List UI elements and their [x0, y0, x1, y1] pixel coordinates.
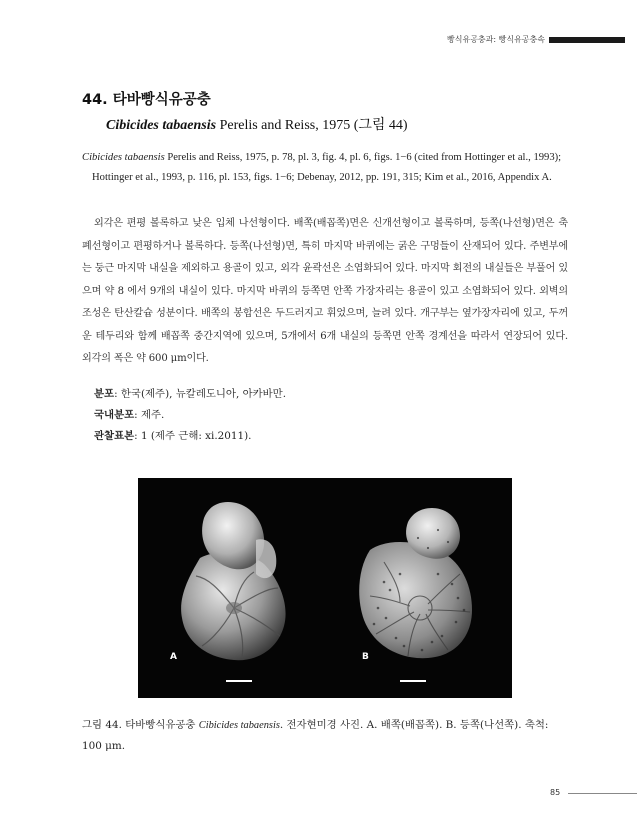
caption-scientific-name: Cibicides tabaensis — [198, 720, 280, 731]
domestic-distribution-label: 국내분포 — [94, 409, 135, 421]
synonymy-entry — [82, 148, 562, 188]
panel-b-label: B — [362, 652, 369, 662]
species-description — [82, 213, 568, 371]
specimen-label: 관찰표본 — [94, 430, 135, 442]
species-authority: Perelis and Reiss, 1975 (그림 44) — [216, 118, 408, 133]
species-number-korean-name: 44. 타바빵식유공충 — [82, 92, 211, 108]
caption-suffix: . 전자현미경 사진. A. 배쪽(배꼽쪽). B. 등쪽(나선쪽). 축척: 100 μm. — [82, 719, 549, 752]
distribution-label: 분포 — [94, 388, 115, 400]
panel-a-label: A — [170, 652, 177, 662]
synonymy-name: Cibicides tabaensis — [82, 152, 165, 163]
domestic-distribution-line — [94, 405, 286, 426]
distribution-line — [94, 384, 286, 405]
scale-bar-b — [400, 680, 426, 682]
synonymy-list — [82, 148, 562, 188]
caption-prefix: 그림 44. 타바빵식유공충 — [82, 719, 199, 731]
sem-figure — [138, 478, 512, 698]
scientific-name: Cibicides tabaensis — [106, 118, 217, 133]
specimen-line — [94, 426, 286, 447]
description-paragraph: 외각은 편평 볼록하고 낮은 입체 나선형이다. 배쪽(배꼽쪽)면은 신개선형이고 볼록하며, 등쪽(나선형)면은 축폐선형이고 편평하거나 볼록하다. 등쪽(나선형)면, 특히 마지막 바퀴에는 굵은 구멍들이 산재되어 있다. 주변부에는 둥근 마지막 내실을 제외하고 용골이 있고, 외각 윤곽선은 소엽화되어 있다. 마지막 회전의 내실들은 부풀어 있으며 약 8 에서 9개의 내실이 있다. 마지막 바퀴의 등쪽면 안쪽 가장자리는 용골이 있고 소엽화되어 있다. 외벽의 조성은 탄산칼슘 성분이다. 배쪽의 봉합선은 두드러지고 휘었으며, 늘려 있다. 개구부는 옆가장자리에 있고, 두꺼운 테두리와 함께 배꼽쪽 중간지역에 있으며, 5개에서 6개 내실의 등쪽면 안쪽 경계선을 따라서 연장되어 있다. 외각의 폭은 약 600 μm이다. — [82, 218, 568, 364]
specimen-a-ventral — [181, 502, 285, 660]
running-header — [0, 34, 637, 46]
footer-rule — [568, 793, 637, 794]
species-info — [94, 384, 286, 447]
distribution-value: : 한국(제주), 뉴칼레도니아, 아카바만. — [114, 388, 287, 400]
species-scientific-title — [82, 114, 582, 134]
page-number: 85 — [550, 788, 561, 797]
sem-photographs — [138, 478, 512, 698]
figure-caption — [82, 715, 564, 756]
species-title — [82, 88, 582, 134]
specimen-b-dorsal — [359, 508, 472, 658]
running-title: 빵식유공충과: 빵식유공충속 — [447, 35, 545, 44]
synonymy-text: Perelis and Reiss, 1975, p. 78, pl. 3, fig. 4, pl. 6, figs. 1−6 (cited from Hottinger et al., 1993); Hottinger et al., 1993, p. 116, pl. 153, figs. 1−6; Debenay, 2012, pp. 191, 315; Kim et al., 2016, Appendix A. — [92, 152, 562, 183]
domestic-distribution-value: : 제주. — [134, 409, 165, 421]
header-bar — [549, 37, 625, 43]
specimen-value: : 1 (제주 근해: xi.2011). — [134, 430, 252, 442]
scale-bar-a — [226, 680, 252, 682]
